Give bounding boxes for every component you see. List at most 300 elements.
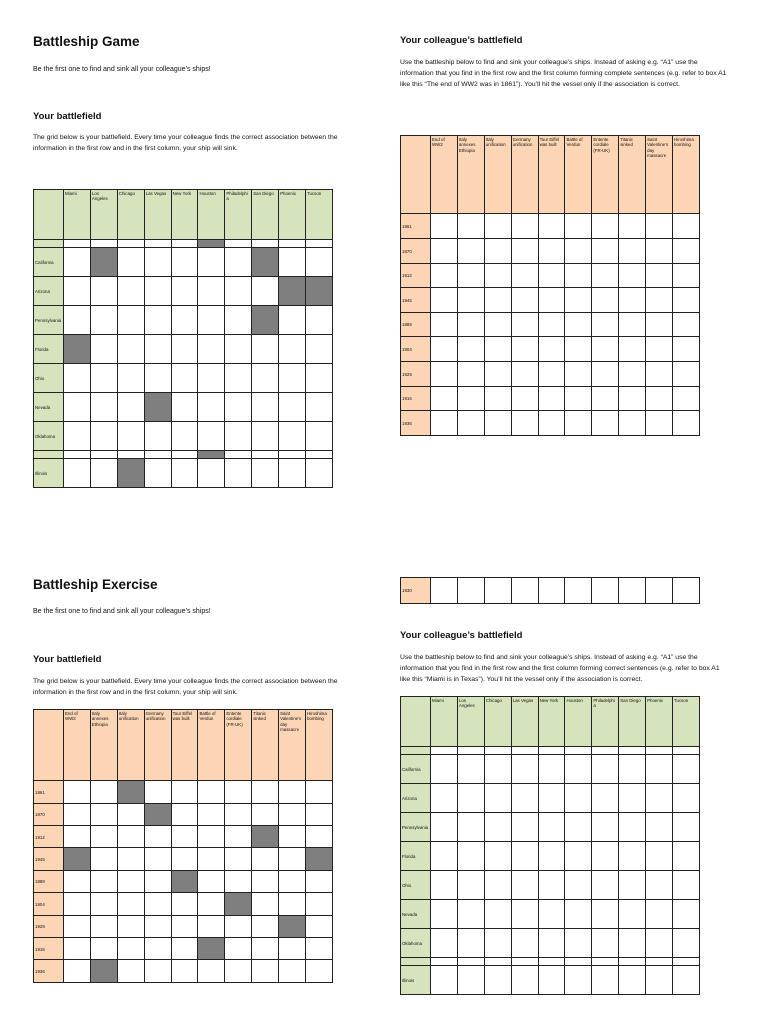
ship-cell[interactable] xyxy=(117,781,144,803)
grid-cell[interactable] xyxy=(306,421,333,450)
grid-cell[interactable] xyxy=(431,288,458,313)
grid-cell[interactable] xyxy=(511,288,538,313)
grid-cell[interactable] xyxy=(64,247,91,276)
ship-cell[interactable] xyxy=(90,247,117,276)
grid-cell[interactable] xyxy=(484,841,511,870)
grid-cell[interactable] xyxy=(171,305,198,334)
grid-cell[interactable] xyxy=(592,386,619,411)
grid-cell[interactable] xyxy=(171,276,198,305)
grid-cell[interactable] xyxy=(592,812,619,841)
grid-cell[interactable] xyxy=(198,421,225,450)
ship-cell[interactable] xyxy=(198,938,225,960)
ship-cell[interactable] xyxy=(306,848,333,870)
grid-cell[interactable] xyxy=(619,263,646,288)
grid-cell[interactable] xyxy=(144,240,171,248)
grid-cell[interactable] xyxy=(64,870,91,892)
grid-cell[interactable] xyxy=(565,754,592,783)
grid-cell[interactable] xyxy=(198,363,225,392)
grid-cell[interactable] xyxy=(306,392,333,421)
grid-cell[interactable] xyxy=(225,803,252,825)
grid-cell[interactable] xyxy=(619,337,646,362)
grid-cell[interactable] xyxy=(565,957,592,965)
grid-cell[interactable] xyxy=(198,781,225,803)
grid-cell[interactable] xyxy=(198,893,225,915)
grid-cell[interactable] xyxy=(646,928,673,957)
grid-cell[interactable] xyxy=(511,578,538,604)
grid-cell[interactable] xyxy=(511,263,538,288)
grid-cell[interactable] xyxy=(431,783,458,812)
grid-cell[interactable] xyxy=(64,938,91,960)
grid-cell[interactable] xyxy=(144,450,171,458)
grid-cell[interactable] xyxy=(279,938,306,960)
grid-cell[interactable] xyxy=(619,747,646,755)
grid-cell[interactable] xyxy=(64,276,91,305)
grid-cell[interactable] xyxy=(279,960,306,983)
grid-cell[interactable] xyxy=(592,747,619,755)
grid-cell[interactable] xyxy=(538,899,565,928)
grid-cell[interactable] xyxy=(252,363,279,392)
ship-cell[interactable] xyxy=(90,960,117,983)
grid-cell[interactable] xyxy=(306,915,333,937)
grid-cell[interactable] xyxy=(90,240,117,248)
grid-cell[interactable] xyxy=(592,928,619,957)
grid-cell[interactable] xyxy=(592,411,619,436)
grid-cell[interactable] xyxy=(538,841,565,870)
grid-cell[interactable] xyxy=(538,312,565,337)
grid-cell[interactable] xyxy=(117,334,144,363)
ship-cell[interactable] xyxy=(279,915,306,937)
grid-cell[interactable] xyxy=(64,915,91,937)
grid-cell[interactable] xyxy=(90,421,117,450)
grid-cell[interactable] xyxy=(279,450,306,458)
grid-cell[interactable] xyxy=(484,754,511,783)
grid-cell[interactable] xyxy=(64,240,91,248)
grid-cell[interactable] xyxy=(457,870,484,899)
grid-cell[interactable] xyxy=(673,812,700,841)
grid-cell[interactable] xyxy=(592,337,619,362)
grid-cell[interactable] xyxy=(565,238,592,263)
grid-cell[interactable] xyxy=(225,247,252,276)
grid-cell[interactable] xyxy=(306,781,333,803)
grid-cell[interactable] xyxy=(279,240,306,248)
grid-cell[interactable] xyxy=(619,578,646,604)
grid-cell[interactable] xyxy=(484,386,511,411)
grid-cell[interactable] xyxy=(117,240,144,248)
ship-cell[interactable] xyxy=(144,392,171,421)
grid-cell[interactable] xyxy=(117,305,144,334)
grid-cell[interactable] xyxy=(565,578,592,604)
grid-cell[interactable] xyxy=(64,363,91,392)
grid-cell[interactable] xyxy=(171,781,198,803)
ship-cell[interactable] xyxy=(171,870,198,892)
ship-cell[interactable] xyxy=(64,334,91,363)
grid-cell[interactable] xyxy=(619,238,646,263)
grid-cell[interactable] xyxy=(538,288,565,313)
grid-cell[interactable] xyxy=(565,899,592,928)
grid-cell[interactable] xyxy=(457,238,484,263)
grid-cell[interactable] xyxy=(144,276,171,305)
grid-cell[interactable] xyxy=(673,386,700,411)
grid-cell[interactable] xyxy=(646,386,673,411)
grid-cell[interactable] xyxy=(565,312,592,337)
grid-cell[interactable] xyxy=(144,848,171,870)
grid-cell[interactable] xyxy=(279,247,306,276)
grid-cell[interactable] xyxy=(171,893,198,915)
grid-cell[interactable] xyxy=(646,362,673,387)
grid-cell[interactable] xyxy=(171,421,198,450)
grid-cell[interactable] xyxy=(279,392,306,421)
grid-cell[interactable] xyxy=(90,305,117,334)
grid-cell[interactable] xyxy=(225,960,252,983)
grid-cell[interactable] xyxy=(592,841,619,870)
grid-cell[interactable] xyxy=(619,870,646,899)
grid-cell[interactable] xyxy=(306,960,333,983)
grid-cell[interactable] xyxy=(457,841,484,870)
grid-cell[interactable] xyxy=(484,870,511,899)
ship-cell[interactable] xyxy=(252,826,279,848)
grid-cell[interactable] xyxy=(457,957,484,965)
grid-cell[interactable] xyxy=(646,263,673,288)
grid-cell[interactable] xyxy=(592,263,619,288)
grid-cell[interactable] xyxy=(538,214,565,239)
grid-cell[interactable] xyxy=(592,965,619,994)
grid-cell[interactable] xyxy=(619,783,646,812)
grid-cell[interactable] xyxy=(198,458,225,487)
grid-cell[interactable] xyxy=(592,238,619,263)
grid-cell[interactable] xyxy=(117,421,144,450)
grid-cell[interactable] xyxy=(90,363,117,392)
grid-cell[interactable] xyxy=(306,240,333,248)
grid-cell[interactable] xyxy=(511,312,538,337)
grid-cell[interactable] xyxy=(306,826,333,848)
grid-cell[interactable] xyxy=(646,238,673,263)
grid-cell[interactable] xyxy=(646,214,673,239)
grid-cell[interactable] xyxy=(565,747,592,755)
grid-cell[interactable] xyxy=(171,458,198,487)
grid-cell[interactable] xyxy=(171,848,198,870)
grid-cell[interactable] xyxy=(117,826,144,848)
grid-cell[interactable] xyxy=(306,363,333,392)
grid-cell[interactable] xyxy=(144,363,171,392)
grid-cell[interactable] xyxy=(646,411,673,436)
grid-cell[interactable] xyxy=(225,848,252,870)
grid-cell[interactable] xyxy=(646,957,673,965)
grid-cell[interactable] xyxy=(592,870,619,899)
grid-cell[interactable] xyxy=(673,754,700,783)
grid-cell[interactable] xyxy=(144,915,171,937)
grid-cell[interactable] xyxy=(511,899,538,928)
grid-cell[interactable] xyxy=(431,362,458,387)
grid-cell[interactable] xyxy=(306,450,333,458)
grid-cell[interactable] xyxy=(279,334,306,363)
grid-cell[interactable] xyxy=(457,312,484,337)
grid-cell[interactable] xyxy=(565,337,592,362)
grid-cell[interactable] xyxy=(619,812,646,841)
grid-cell[interactable] xyxy=(511,754,538,783)
grid-cell[interactable] xyxy=(565,214,592,239)
grid-cell[interactable] xyxy=(538,754,565,783)
grid-cell[interactable] xyxy=(171,334,198,363)
grid-cell[interactable] xyxy=(592,578,619,604)
grid-cell[interactable] xyxy=(565,386,592,411)
grid-cell[interactable] xyxy=(144,960,171,983)
grid-cell[interactable] xyxy=(565,812,592,841)
ship-cell[interactable] xyxy=(117,458,144,487)
grid-cell[interactable] xyxy=(252,960,279,983)
grid-cell[interactable] xyxy=(171,392,198,421)
grid-cell[interactable] xyxy=(171,363,198,392)
grid-cell[interactable] xyxy=(673,783,700,812)
grid-cell[interactable] xyxy=(117,450,144,458)
grid-cell[interactable] xyxy=(457,783,484,812)
grid-cell[interactable] xyxy=(252,421,279,450)
grid-cell[interactable] xyxy=(538,812,565,841)
grid-cell[interactable] xyxy=(252,803,279,825)
grid-cell[interactable] xyxy=(484,362,511,387)
grid-cell[interactable] xyxy=(225,363,252,392)
grid-cell[interactable] xyxy=(306,334,333,363)
grid-cell[interactable] xyxy=(225,915,252,937)
grid-cell[interactable] xyxy=(592,214,619,239)
grid-cell[interactable] xyxy=(565,288,592,313)
grid-cell[interactable] xyxy=(252,938,279,960)
grid-cell[interactable] xyxy=(64,305,91,334)
grid-cell[interactable] xyxy=(457,812,484,841)
grid-cell[interactable] xyxy=(565,263,592,288)
grid-cell[interactable] xyxy=(144,421,171,450)
grid-cell[interactable] xyxy=(198,915,225,937)
grid-cell[interactable] xyxy=(565,928,592,957)
ship-cell[interactable] xyxy=(279,276,306,305)
grid-cell[interactable] xyxy=(538,870,565,899)
grid-cell[interactable] xyxy=(619,214,646,239)
grid-cell[interactable] xyxy=(431,870,458,899)
ship-cell[interactable] xyxy=(252,247,279,276)
grid-cell[interactable] xyxy=(279,803,306,825)
grid-cell[interactable] xyxy=(279,458,306,487)
grid-cell[interactable] xyxy=(457,337,484,362)
grid-cell[interactable] xyxy=(90,803,117,825)
grid-cell[interactable] xyxy=(279,363,306,392)
grid-cell[interactable] xyxy=(117,960,144,983)
grid-cell[interactable] xyxy=(90,458,117,487)
grid-cell[interactable] xyxy=(565,870,592,899)
grid-cell[interactable] xyxy=(117,938,144,960)
grid-cell[interactable] xyxy=(117,893,144,915)
grid-cell[interactable] xyxy=(673,337,700,362)
ship-cell[interactable] xyxy=(198,450,225,458)
grid-cell[interactable] xyxy=(619,965,646,994)
grid-cell[interactable] xyxy=(117,392,144,421)
grid-cell[interactable] xyxy=(306,893,333,915)
grid-cell[interactable] xyxy=(90,870,117,892)
grid-cell[interactable] xyxy=(646,747,673,755)
grid-cell[interactable] xyxy=(592,312,619,337)
grid-cell[interactable] xyxy=(619,754,646,783)
grid-cell[interactable] xyxy=(90,392,117,421)
grid-cell[interactable] xyxy=(592,754,619,783)
grid-cell[interactable] xyxy=(144,305,171,334)
grid-cell[interactable] xyxy=(431,957,458,965)
grid-cell[interactable] xyxy=(511,747,538,755)
grid-cell[interactable] xyxy=(592,957,619,965)
grid-cell[interactable] xyxy=(252,334,279,363)
grid-cell[interactable] xyxy=(565,841,592,870)
grid-cell[interactable] xyxy=(171,826,198,848)
grid-cell[interactable] xyxy=(484,899,511,928)
grid-cell[interactable] xyxy=(619,841,646,870)
grid-cell[interactable] xyxy=(225,276,252,305)
grid-cell[interactable] xyxy=(117,363,144,392)
grid-cell[interactable] xyxy=(673,578,700,604)
grid-cell[interactable] xyxy=(225,421,252,450)
grid-cell[interactable] xyxy=(64,893,91,915)
grid-cell[interactable] xyxy=(619,411,646,436)
grid-cell[interactable] xyxy=(117,915,144,937)
grid-cell[interactable] xyxy=(252,240,279,248)
grid-cell[interactable] xyxy=(431,263,458,288)
grid-cell[interactable] xyxy=(457,899,484,928)
grid-cell[interactable] xyxy=(144,826,171,848)
grid-cell[interactable] xyxy=(144,870,171,892)
grid-cell[interactable] xyxy=(225,458,252,487)
grid-cell[interactable] xyxy=(64,781,91,803)
grid-cell[interactable] xyxy=(511,337,538,362)
grid-cell[interactable] xyxy=(252,915,279,937)
grid-cell[interactable] xyxy=(511,965,538,994)
grid-cell[interactable] xyxy=(90,334,117,363)
grid-cell[interactable] xyxy=(171,960,198,983)
grid-cell[interactable] xyxy=(457,928,484,957)
grid-cell[interactable] xyxy=(457,386,484,411)
grid-cell[interactable] xyxy=(457,411,484,436)
grid-cell[interactable] xyxy=(592,783,619,812)
grid-cell[interactable] xyxy=(90,450,117,458)
grid-cell[interactable] xyxy=(457,214,484,239)
ship-cell[interactable] xyxy=(144,803,171,825)
grid-cell[interactable] xyxy=(225,938,252,960)
grid-cell[interactable] xyxy=(457,578,484,604)
grid-cell[interactable] xyxy=(90,276,117,305)
grid-cell[interactable] xyxy=(565,783,592,812)
grid-cell[interactable] xyxy=(117,247,144,276)
grid-cell[interactable] xyxy=(171,450,198,458)
grid-cell[interactable] xyxy=(431,238,458,263)
grid-cell[interactable] xyxy=(484,238,511,263)
grid-cell[interactable] xyxy=(144,247,171,276)
grid-cell[interactable] xyxy=(646,841,673,870)
grid-cell[interactable] xyxy=(511,214,538,239)
grid-cell[interactable] xyxy=(673,957,700,965)
grid-cell[interactable] xyxy=(279,870,306,892)
grid-cell[interactable] xyxy=(646,754,673,783)
grid-cell[interactable] xyxy=(538,578,565,604)
grid-cell[interactable] xyxy=(646,337,673,362)
grid-cell[interactable] xyxy=(225,305,252,334)
grid-cell[interactable] xyxy=(484,578,511,604)
grid-cell[interactable] xyxy=(225,450,252,458)
grid-cell[interactable] xyxy=(225,781,252,803)
grid-cell[interactable] xyxy=(484,411,511,436)
grid-cell[interactable] xyxy=(198,276,225,305)
grid-cell[interactable] xyxy=(592,899,619,928)
grid-cell[interactable] xyxy=(117,870,144,892)
grid-cell[interactable] xyxy=(64,960,91,983)
grid-cell[interactable] xyxy=(279,305,306,334)
grid-cell[interactable] xyxy=(511,411,538,436)
grid-cell[interactable] xyxy=(198,826,225,848)
grid-cell[interactable] xyxy=(538,411,565,436)
grid-cell[interactable] xyxy=(538,386,565,411)
grid-cell[interactable] xyxy=(306,458,333,487)
grid-cell[interactable] xyxy=(646,578,673,604)
grid-cell[interactable] xyxy=(646,312,673,337)
grid-cell[interactable] xyxy=(198,305,225,334)
grid-cell[interactable] xyxy=(64,803,91,825)
grid-cell[interactable] xyxy=(431,754,458,783)
grid-cell[interactable] xyxy=(252,392,279,421)
grid-cell[interactable] xyxy=(484,312,511,337)
grid-cell[interactable] xyxy=(457,362,484,387)
grid-cell[interactable] xyxy=(431,386,458,411)
grid-cell[interactable] xyxy=(592,288,619,313)
grid-cell[interactable] xyxy=(538,783,565,812)
grid-cell[interactable] xyxy=(538,263,565,288)
grid-cell[interactable] xyxy=(538,337,565,362)
grid-cell[interactable] xyxy=(673,928,700,957)
grid-cell[interactable] xyxy=(198,803,225,825)
grid-cell[interactable] xyxy=(198,334,225,363)
grid-cell[interactable] xyxy=(306,870,333,892)
grid-cell[interactable] xyxy=(431,841,458,870)
grid-cell[interactable] xyxy=(565,362,592,387)
grid-cell[interactable] xyxy=(484,965,511,994)
grid-cell[interactable] xyxy=(431,411,458,436)
grid-cell[interactable] xyxy=(64,450,91,458)
grid-cell[interactable] xyxy=(117,803,144,825)
ship-cell[interactable] xyxy=(225,893,252,915)
grid-cell[interactable] xyxy=(225,392,252,421)
grid-cell[interactable] xyxy=(252,893,279,915)
grid-cell[interactable] xyxy=(619,312,646,337)
grid-cell[interactable] xyxy=(673,965,700,994)
grid-cell[interactable] xyxy=(252,781,279,803)
grid-cell[interactable] xyxy=(306,938,333,960)
grid-cell[interactable] xyxy=(144,781,171,803)
grid-cell[interactable] xyxy=(279,893,306,915)
grid-cell[interactable] xyxy=(484,288,511,313)
grid-cell[interactable] xyxy=(673,870,700,899)
grid-cell[interactable] xyxy=(511,362,538,387)
grid-cell[interactable] xyxy=(117,848,144,870)
grid-cell[interactable] xyxy=(431,214,458,239)
grid-cell[interactable] xyxy=(252,276,279,305)
grid-cell[interactable] xyxy=(511,783,538,812)
ship-cell[interactable] xyxy=(64,848,91,870)
grid-cell[interactable] xyxy=(279,848,306,870)
grid-cell[interactable] xyxy=(673,263,700,288)
grid-cell[interactable] xyxy=(171,247,198,276)
grid-cell[interactable] xyxy=(64,392,91,421)
grid-cell[interactable] xyxy=(511,957,538,965)
grid-cell[interactable] xyxy=(565,411,592,436)
grid-cell[interactable] xyxy=(431,899,458,928)
grid-cell[interactable] xyxy=(484,263,511,288)
grid-cell[interactable] xyxy=(673,747,700,755)
grid-cell[interactable] xyxy=(198,960,225,983)
grid-cell[interactable] xyxy=(646,899,673,928)
grid-cell[interactable] xyxy=(225,240,252,248)
